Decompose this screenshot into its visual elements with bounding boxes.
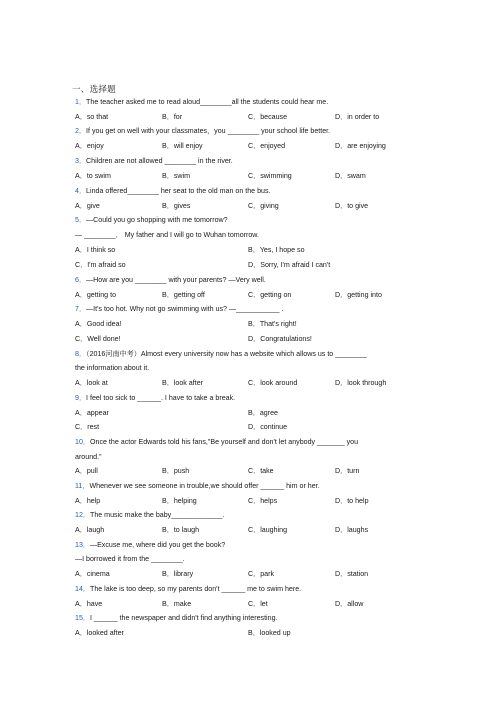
question-number: 14． [75, 585, 90, 593]
question-10-stem-line-2 [75, 452, 102, 463]
option-d[interactable]: D．turn [335, 467, 360, 475]
option-c[interactable]: C．let [248, 600, 268, 608]
option-a[interactable]: A．enjoy [75, 142, 104, 150]
question-number: 1． [75, 98, 87, 106]
option-a[interactable]: A．look at [75, 379, 108, 387]
option-d[interactable]: D．getting into [335, 291, 382, 299]
option-d[interactable]: D．to help [335, 497, 369, 505]
question-1-stem [75, 97, 328, 108]
option-c[interactable]: C．enjoyed [248, 142, 286, 150]
question-text: The lake is too deep, so my parents don't ______ me to swim here. [89, 585, 302, 593]
option-b[interactable]: B．That's right! [248, 320, 297, 328]
option-a[interactable]: A．Good idea! [75, 320, 122, 328]
question-text: （2016河南中考）Almost every university now has a website which allows us to ________ [86, 350, 367, 358]
option-c[interactable]: C．look around [248, 379, 298, 387]
option-b[interactable]: B．library [162, 570, 194, 578]
question-12-stem [75, 510, 224, 521]
question-number: 13． [75, 541, 90, 549]
question-7-stem [75, 304, 283, 315]
question-5-stem-line-2 [75, 230, 259, 241]
option-a[interactable]: A．have [75, 600, 103, 608]
option-a[interactable]: A．cinema [75, 570, 110, 578]
option-d[interactable]: D．swam [335, 172, 366, 180]
option-a[interactable]: A．getting to [75, 291, 117, 299]
question-number: 3． [75, 157, 87, 165]
option-c[interactable]: C．helps [248, 497, 278, 505]
option-b[interactable]: B．will enjoy [162, 142, 203, 150]
question-text: Whenever we see someone in trouble,we should offer ______ him or her. [89, 482, 320, 490]
question-text: the information about it. [75, 364, 150, 372]
option-a[interactable]: A．laugh [75, 526, 105, 534]
option-a[interactable]: A．looked after [75, 629, 124, 637]
option-a[interactable]: A．appear [75, 409, 109, 417]
option-a[interactable]: A．help [75, 497, 101, 505]
question-text: around." [75, 453, 102, 461]
question-8-stem-line-2 [75, 363, 149, 374]
question-text: The teacher asked me to read aloud________all the students could hear me. [86, 98, 329, 106]
question-number: 9． [75, 394, 87, 402]
option-a[interactable]: A．so that [75, 113, 109, 121]
question-number: 2． [75, 127, 87, 135]
option-c[interactable]: C．because [248, 113, 288, 121]
option-c[interactable]: C．giving [248, 202, 279, 210]
question-number: 10． [75, 438, 90, 446]
option-a[interactable]: A．I think so [75, 246, 116, 254]
option-d[interactable]: D．laughs [335, 526, 369, 534]
option-b[interactable]: B．look after [162, 379, 204, 387]
option-d[interactable]: D．Congratulations! [248, 335, 312, 343]
option-b[interactable]: B．to laugh [162, 526, 200, 534]
question-13-stem [75, 540, 225, 551]
question-text: The music make the baby_____________. [89, 511, 225, 519]
option-b[interactable]: B．agree [248, 409, 278, 417]
question-4-stem [75, 186, 271, 197]
option-d[interactable]: D．in order to [335, 113, 380, 121]
question-10-stem [75, 437, 358, 448]
option-a[interactable]: A．give [75, 202, 100, 210]
question-text: Linda offered________ her seat to the old man on the bus. [86, 187, 271, 195]
question-text: —I borrowed it from the ________. [75, 555, 185, 563]
question-8-stem [75, 349, 367, 360]
question-11-stem [75, 481, 320, 492]
option-b[interactable]: B．looked up [248, 629, 291, 637]
question-5-stem [75, 215, 228, 226]
option-d[interactable]: D．Sorry, I'm afraid I can't [248, 261, 331, 269]
option-c[interactable]: C．swimming [248, 172, 292, 180]
question-15-stem [75, 613, 278, 624]
option-a[interactable]: A．to swim [75, 172, 111, 180]
question-text: —Could you go shopping with me tomorrow? [86, 216, 228, 224]
question-text: —How are you ________ with your parents? —Very well. [86, 276, 266, 284]
option-d[interactable]: D．are enjoying [335, 142, 386, 150]
question-number: 12． [75, 511, 90, 519]
question-6-stem [75, 275, 266, 286]
option-c[interactable]: C．I'm afraid so [75, 261, 126, 269]
question-number: 5． [75, 216, 87, 224]
question-number: 15． [75, 614, 90, 622]
question-number: 6． [75, 276, 87, 284]
option-c[interactable]: C．park [248, 570, 275, 578]
option-d[interactable]: D．allow [335, 600, 364, 608]
option-b[interactable]: B．Yes, I hope so [248, 246, 305, 254]
question-9-stem [75, 393, 235, 404]
question-number: 8． [75, 350, 87, 358]
question-14-stem [75, 584, 301, 595]
question-text: I ______ the newspaper and didn't find anything interesting. [89, 614, 278, 622]
option-c[interactable]: C．rest [75, 423, 100, 431]
option-b[interactable]: B．make [162, 600, 192, 608]
option-d[interactable]: D．continue [248, 423, 288, 431]
question-3-stem [75, 156, 233, 167]
option-a[interactable]: A．pull [75, 467, 98, 475]
option-b[interactable]: B．push [162, 467, 190, 475]
option-b[interactable]: B．for [162, 113, 183, 121]
option-b[interactable]: B．swim [162, 172, 190, 180]
question-text: — ________． My father and I will go to Wuhan tomorrow. [75, 231, 260, 239]
question-text: —Excuse me, where did you get the book? [89, 541, 226, 549]
question-text: Once the actor Edwards told his fans,"Be yourself and don't let anybody _______ you [89, 438, 359, 446]
question-text: I feel too sick to ______. I have to take a break. [86, 394, 236, 402]
option-d[interactable]: D．look through [335, 379, 387, 387]
option-b[interactable]: B．helping [162, 497, 197, 505]
question-text: Children are not allowed ________ in the river. [86, 157, 233, 165]
option-c[interactable]: C．getting on [248, 291, 292, 299]
question-2-stem [75, 126, 330, 137]
question-text: —It's too hot. Why not go swimming with us? —___________ . [86, 305, 284, 313]
option-d[interactable]: D．station [335, 570, 369, 578]
question-text: If you get on well with your classmates，you ________ your school life better. [86, 127, 331, 135]
question-number: 11． [75, 482, 90, 490]
question-number: 4． [75, 187, 87, 195]
question-number: 7． [75, 305, 87, 313]
option-b[interactable]: B．getting off [162, 291, 205, 299]
section-title: 一、选择题 [72, 84, 116, 94]
question-13-stem-line-2 [75, 554, 185, 565]
option-d[interactable]: D．to give [335, 202, 369, 210]
option-c[interactable]: C．Well done! [75, 335, 121, 343]
option-b[interactable]: B．gives [162, 202, 191, 210]
option-c[interactable]: C．laughing [248, 526, 288, 534]
option-c[interactable]: C．take [248, 467, 274, 475]
